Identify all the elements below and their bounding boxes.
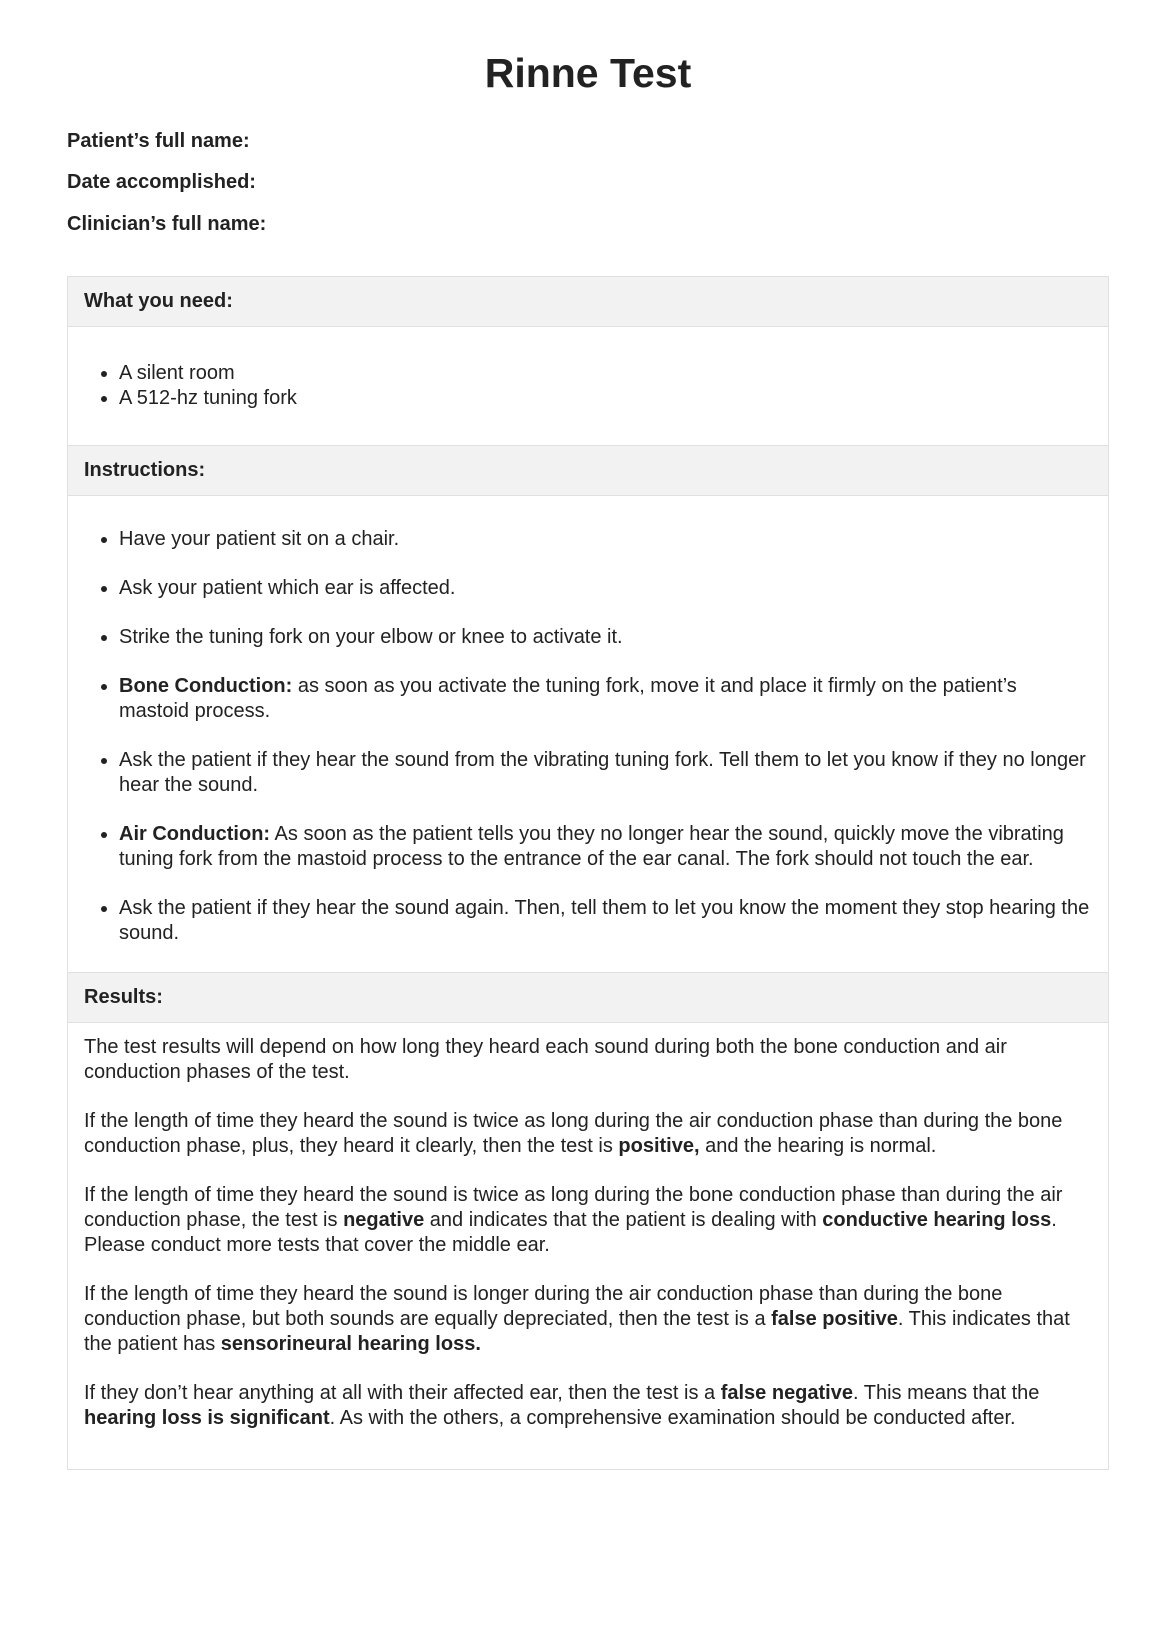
instructions-list [84, 527, 1092, 946]
instruction-item [119, 896, 1092, 946]
bold-text: Bone Conduction: [119, 675, 293, 697]
page-title: Rinne Test [484, 50, 692, 96]
need-item: • A silent room [119, 361, 1092, 386]
text-segment: . This indicates that the patient has [84, 1308, 1070, 1355]
text-segment: Have your patient sit on a chair. [119, 528, 400, 550]
instruction-item [119, 674, 1092, 724]
rinne-test-form [67, 276, 1109, 1470]
patient-name-label: Patient’s full name: [67, 130, 250, 152]
text-segment: . As with the others, a comprehensive examination should be conducted after. [329, 1407, 1016, 1429]
result-paragraph [84, 1035, 1092, 1085]
text-segment: and the hearing is normal. [699, 1135, 937, 1157]
bold-text: false positive [771, 1308, 898, 1330]
instruction-item [119, 822, 1092, 872]
text-segment: Strike the tuning fork on your elbow or knee to activate it. [119, 626, 623, 648]
bold-text: hearing loss is significant [84, 1407, 330, 1429]
instructions-header: Instructions: [68, 445, 1108, 495]
text-segment: If the length of time they heard the sound is twice as long during the air conduction phase than during the bone conduction phase, plus, they heard it clearly, then the test is [84, 1110, 1063, 1157]
need-list [84, 361, 1092, 411]
results-header: Results: [68, 972, 1108, 1022]
text-segment: . This means that the [853, 1382, 1040, 1404]
text-segment: If they don’t hear anything at all with their affected ear, then the test is a [84, 1382, 721, 1404]
bold-text: conductive hearing loss [822, 1209, 1052, 1231]
bold-text: negative [343, 1209, 425, 1231]
instruction-item [119, 625, 1092, 650]
text-segment: Ask the patient if they hear the sound again. Then, tell them to let you know the moment they stop hearing the sound. [119, 897, 1090, 944]
text-segment: . Please conduct more tests that cover the middle ear. [84, 1209, 1057, 1256]
bold-text: sensorineural hearing loss. [220, 1333, 481, 1355]
results-section [68, 1022, 1108, 1469]
text-segment: As soon as the patient tells you they no longer hear the sound, quickly move the vibrating tuning fork from the mastoid process to the entrance of the ear canal. The fork should not touch the ear. [119, 823, 1064, 870]
result-paragraph [84, 1183, 1092, 1258]
result-paragraph [84, 1282, 1092, 1357]
date-accomplished-label: Date accomplished: [67, 171, 256, 193]
need-header: What you need: [68, 277, 1108, 326]
instruction-item [119, 748, 1092, 798]
need-item: • A 512-hz tuning fork [119, 386, 1092, 411]
text-segment: and indicates that the patient is dealing with [424, 1209, 823, 1231]
text-segment: Ask the patient if they hear the sound from the vibrating tuning fork. Tell them to let you know if they no longer hear the sound. [119, 749, 1086, 796]
instruction-item [119, 576, 1092, 601]
result-paragraph [84, 1381, 1092, 1431]
text-segment: Ask your patient which ear is affected. [119, 577, 456, 599]
instructions-section [68, 495, 1108, 972]
result-paragraph [84, 1109, 1092, 1159]
need-section [68, 326, 1108, 445]
bold-text: Air Conduction: [119, 823, 271, 845]
bold-text: false negative [720, 1382, 853, 1404]
clinician-name-label: Clinician’s full name: [67, 213, 267, 235]
instruction-item [119, 527, 1092, 552]
text-segment: The test results will depend on how long they heard each sound during both the bone conduction and air conduction phases of the test. [84, 1036, 1007, 1083]
bold-text: positive, [618, 1135, 700, 1157]
text-segment: If the length of time they heard the sound is longer during the air conduction phase than during the bone conduction phase, but both sounds are equally depreciated, then the test is a [84, 1283, 1003, 1330]
text-segment: as soon as you activate the tuning fork, move it and place it firmly on the patient’s mastoid process. [119, 675, 1017, 722]
text-segment: If the length of time they heard the sound is twice as long during the bone conduction phase than during the air conduction phase, the test is [84, 1184, 1063, 1231]
